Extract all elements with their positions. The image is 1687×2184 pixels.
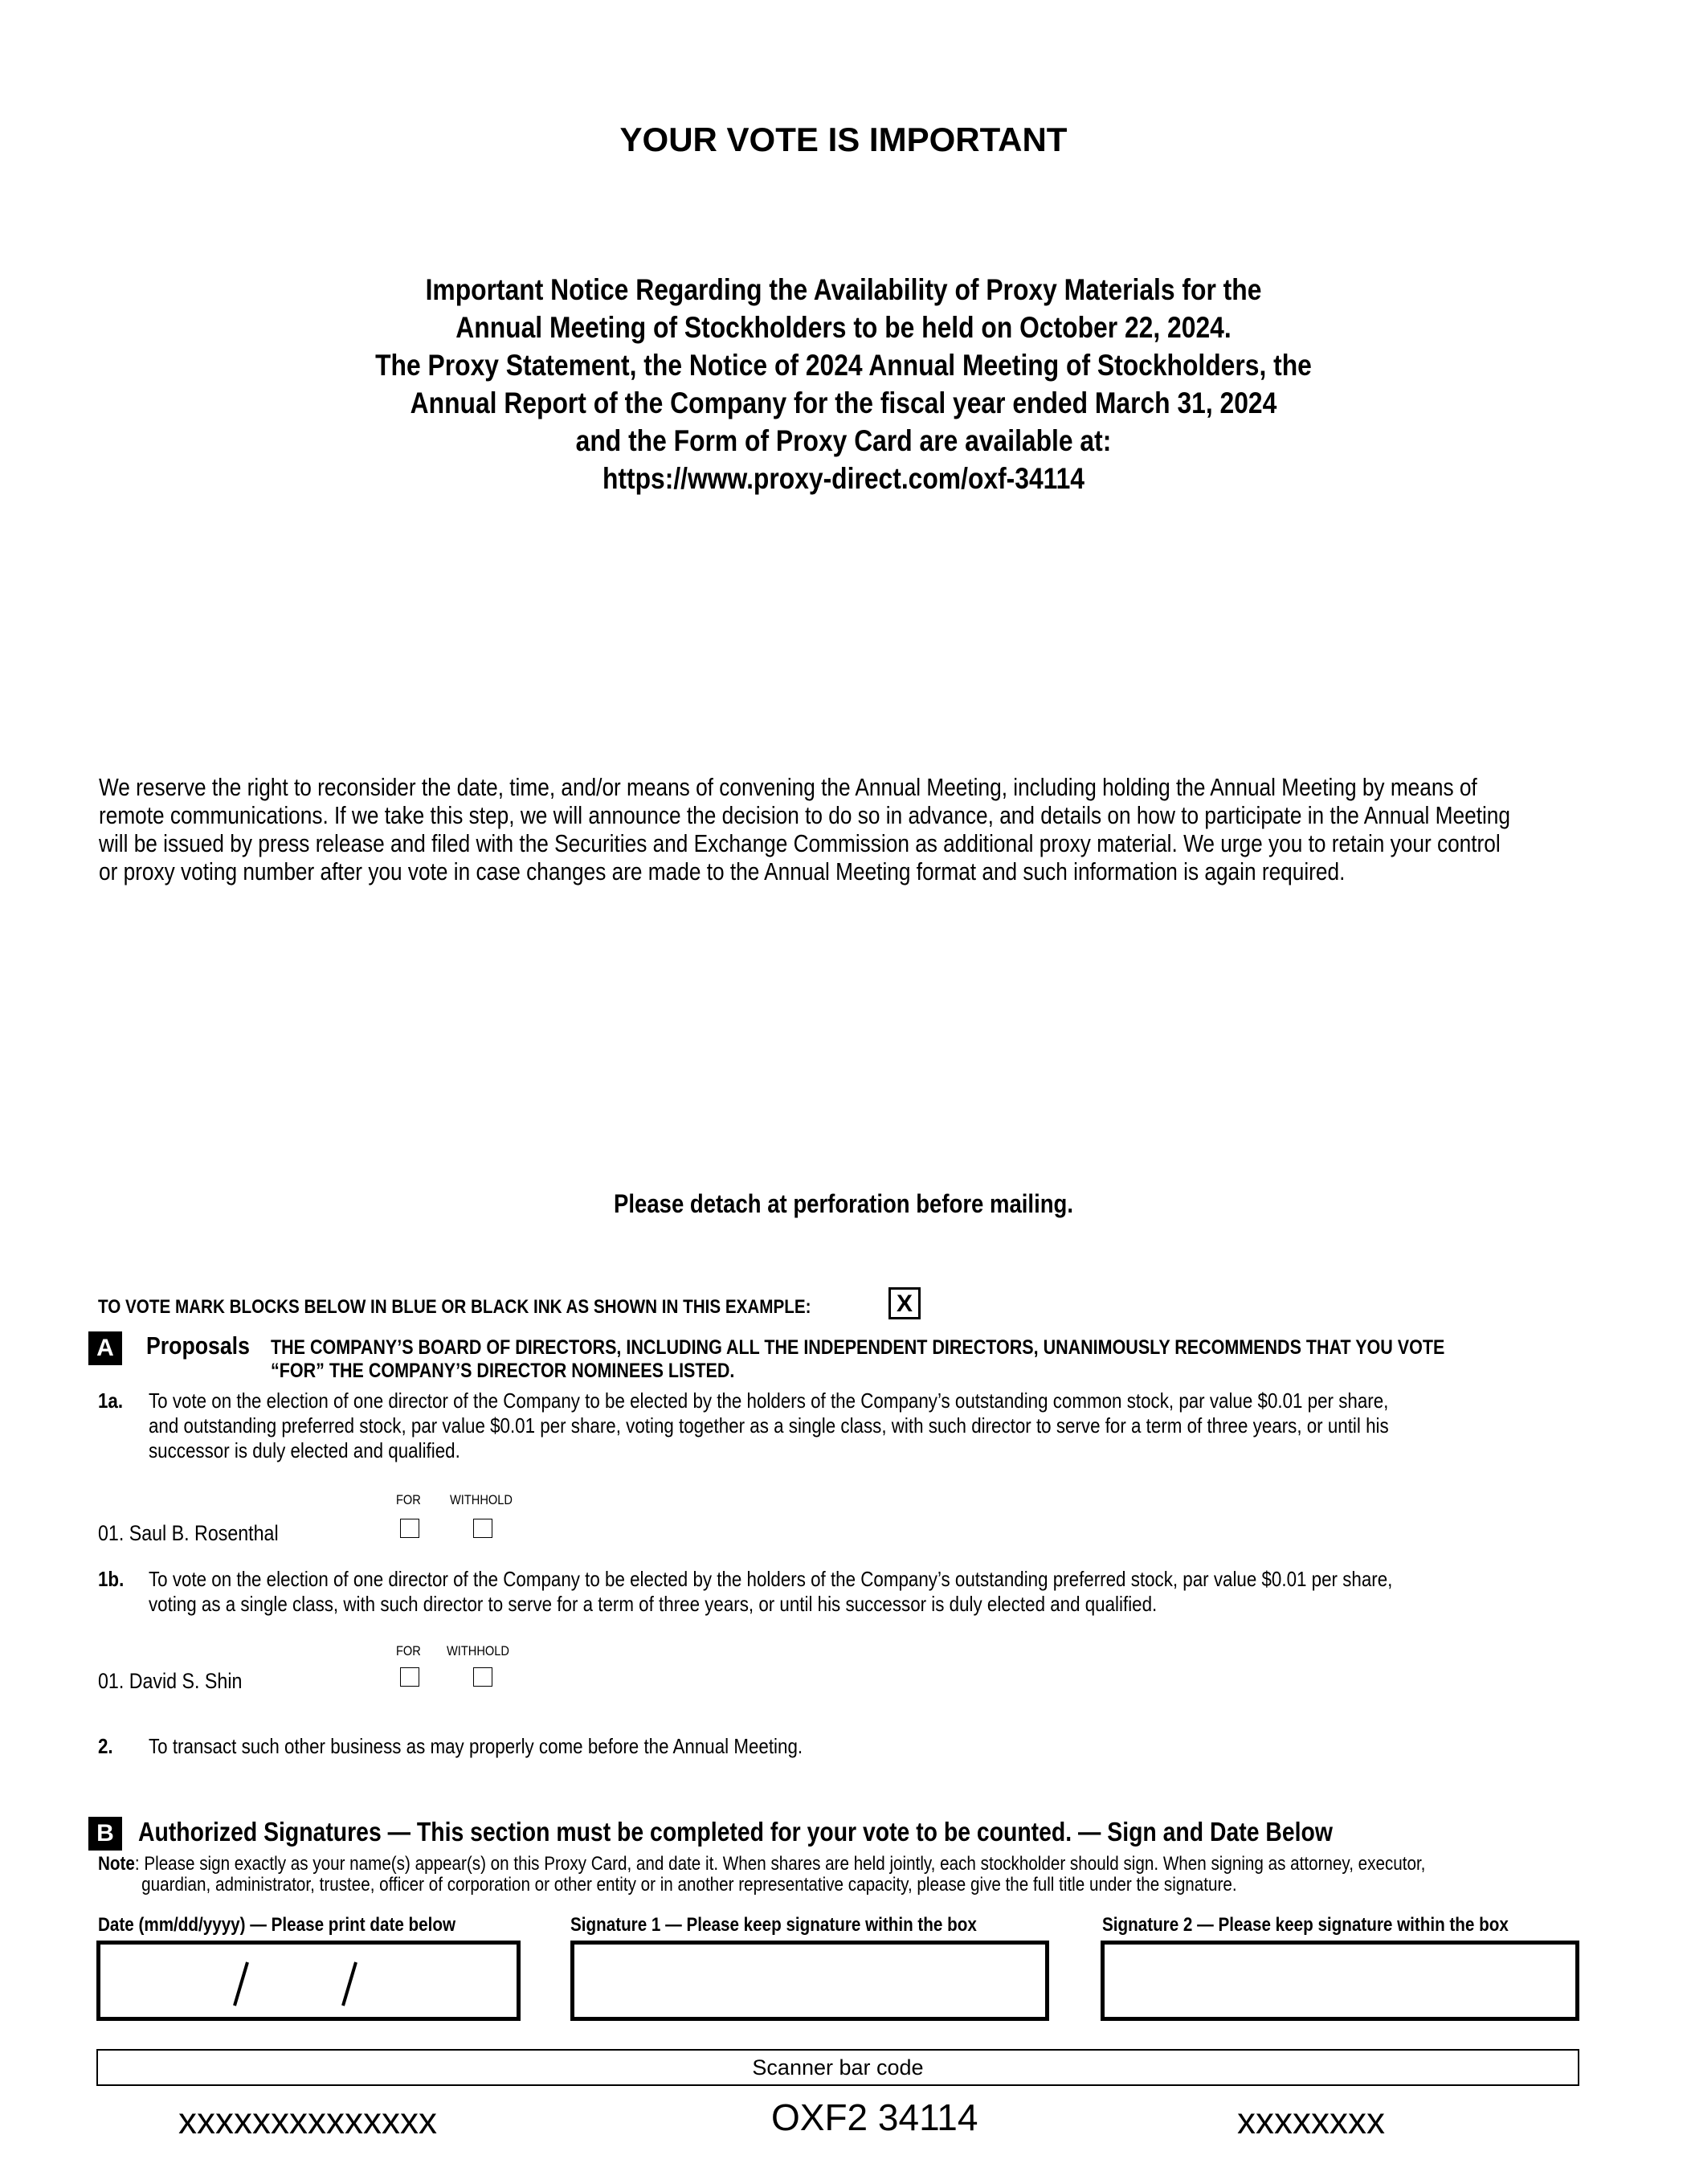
reserve-right-paragraph [99, 774, 1687, 886]
notice-line: Important Notice Regarding the Availability of Proxy Materials for the [425, 273, 1262, 306]
signature-1-label: Signature 1 — Please keep signature within the box [570, 1914, 977, 1936]
proxy-availability-notice [118, 271, 1569, 497]
detach-instruction: Please detach at perforation before mailing. [614, 1189, 1073, 1218]
code-left: xxxxxxxxxxxxxx [178, 2100, 437, 2141]
example-mark-box: X [888, 1287, 921, 1319]
proposal-2-number: 2. [98, 1734, 113, 1758]
proposal-line: voting as a single class, with such director to serve for a term of three years, or until his successor is duly elected and qualified. [149, 1592, 1158, 1616]
proposals-heading: Proposals [146, 1331, 250, 1360]
note-text: guardian, administrator, trustee, officer of corporation or other entity or in another representative capacity, please give the full title under the signature. [141, 1874, 1237, 1896]
withhold-column-label: WITHHOLD [450, 1492, 513, 1507]
note-label: Note [98, 1853, 135, 1875]
signature-2-field[interactable] [1101, 1941, 1579, 2021]
authorized-signatures-heading: Authorized Signatures — This section must be completed for your vote to be counted. — Sign and Date Below [138, 1817, 1333, 1847]
code-center: OXF2 34114 [771, 2096, 978, 2138]
section-b-badge: B [88, 1817, 122, 1851]
scanner-bar-code: Scanner bar code [96, 2049, 1579, 2086]
notice-line: Annual Meeting of Stockholders to be held on October 22, 2024. [455, 311, 1232, 344]
date-separator-slashes [100, 1945, 517, 2017]
notice-line: Annual Report of the Company for the fiscal year ended March 31, 2024 [410, 386, 1277, 419]
paragraph-line: remote communications. If we take this step, we will announce the decision to do so in advance, and details on how to participate in the Annual Meeting [99, 802, 1510, 829]
recommendation-line: “FOR” THE COMPANY’S DIRECTOR NOMINEES LISTED. [271, 1360, 735, 1382]
board-recommendation [271, 1336, 1687, 1383]
nominee-david-shin: 01. David S. Shin [98, 1669, 243, 1693]
signature-2-label: Signature 2 — Please keep signature within the box [1102, 1914, 1509, 1936]
signature-note [98, 1854, 1687, 1896]
proposal-line: and outstanding preferred stock, par value $0.01 per share, voting together as a single class, with such director to serve for a term of three years, or until his [149, 1413, 1389, 1438]
page-title: YOUR VOTE IS IMPORTANT [619, 121, 1068, 158]
proposal-line: To vote on the election of one director of the Company to be elected by the holders of the Company’s outstanding common stock, par value $0.01 per share, [149, 1389, 1389, 1413]
nominee-saul-rosenthal: 01. Saul B. Rosenthal [98, 1521, 279, 1545]
proposal-line: To transact such other business as may properly come before the Annual Meeting. [149, 1734, 803, 1758]
section-a-badge: A [88, 1331, 122, 1365]
proposal-2-text [149, 1734, 1687, 1759]
for-column-label: FOR [396, 1643, 421, 1658]
paragraph-line: or proxy voting number after you vote in case changes are made to the Annual Meeting format and such information is again required. [99, 858, 1346, 885]
proposal-line: successor is duly elected and qualified. [149, 1438, 460, 1462]
proposal-1b-number: 1b. [98, 1567, 125, 1591]
withhold-column-label: WITHHOLD [447, 1643, 509, 1658]
date-label: Date (mm/dd/yyyy) — Please print date below [98, 1914, 456, 1936]
notice-url: https://www.proxy-direct.com/oxf-34114 [602, 462, 1085, 495]
notice-line: and the Form of Proxy Card are available at: [575, 424, 1112, 457]
nominee-1a-withhold-checkbox[interactable] [473, 1519, 492, 1538]
proposal-1a-text [149, 1389, 1687, 1463]
proposal-1a-number: 1a. [98, 1389, 124, 1413]
date-field[interactable] [96, 1941, 521, 2021]
recommendation-line: THE COMPANY’S BOARD OF DIRECTORS, INCLUDING ALL THE INDEPENDENT DIRECTORS, UNANIMOUSLY RECOMMENDS THAT YOU VOTE [271, 1336, 1445, 1359]
signature-1-field[interactable] [570, 1941, 1049, 2021]
note-text: : Please sign exactly as your name(s) appear(s) on this Proxy Card, and date it. When shares are held jointly, each stockholder should sign. When signing as attorney, executor, [134, 1853, 1426, 1875]
nominee-1b-withhold-checkbox[interactable] [473, 1667, 492, 1687]
paragraph-line: will be issued by press release and filed with the Securities and Exchange Commission as additional proxy material. We urge you to retain your control [99, 830, 1501, 857]
for-column-label: FOR [396, 1492, 421, 1507]
nominee-1a-for-checkbox[interactable] [400, 1519, 419, 1538]
code-right: xxxxxxxx [1237, 2100, 1385, 2141]
proposal-line: To vote on the election of one director of the Company to be elected by the holders of the Company’s outstanding preferred stock, par value $0.01 per share, [149, 1567, 1393, 1591]
vote-instruction: TO VOTE MARK BLOCKS BELOW IN BLUE OR BLACK INK AS SHOWN IN THIS EXAMPLE: [98, 1296, 811, 1318]
nominee-1b-for-checkbox[interactable] [400, 1667, 419, 1687]
proposal-1b-text [149, 1567, 1687, 1617]
paragraph-line: We reserve the right to reconsider the date, time, and/or means of convening the Annual Meeting, including holding the Annual Meeting by means of [99, 774, 1477, 801]
notice-line: The Proxy Statement, the Notice of 2024 Annual Meeting of Stockholders, the [375, 349, 1312, 382]
